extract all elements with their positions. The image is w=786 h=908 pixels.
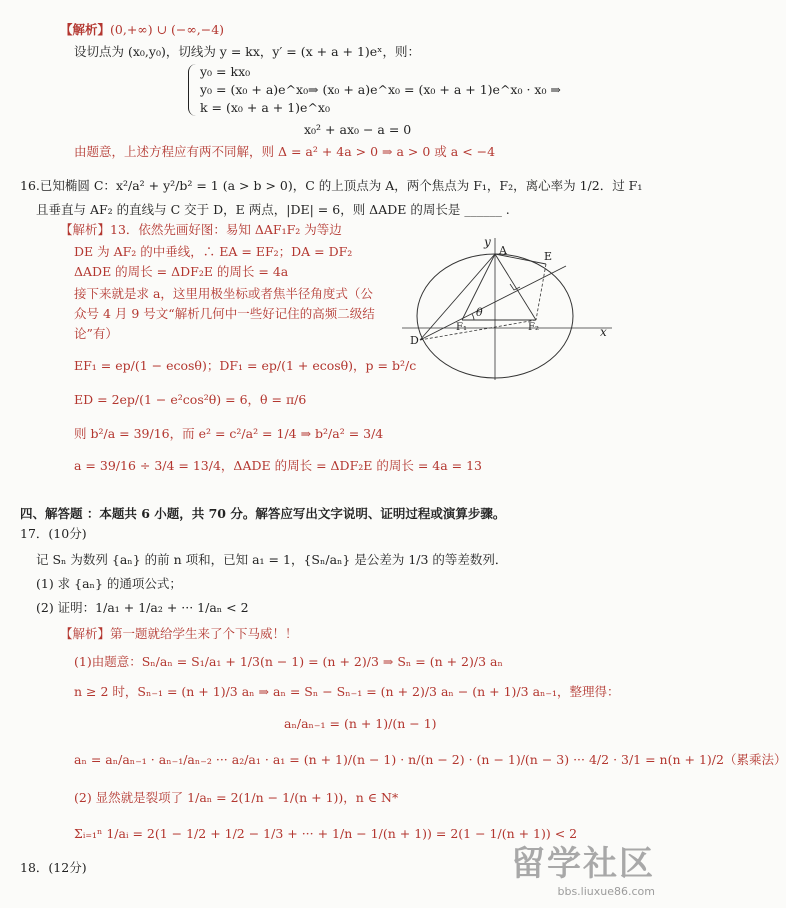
top-answer-line <box>60 22 224 38</box>
segment-ef2-dashed <box>536 264 546 320</box>
ellipse-figure <box>400 232 620 382</box>
q17-number: 17．(10分) <box>20 526 87 541</box>
q16-analysis-5: 众号 4 月 9 号文“解析几何中一些好记住的高频二级结 <box>74 306 375 321</box>
label-e: E <box>544 250 553 263</box>
watermark-brand: 留学社区 <box>511 844 655 884</box>
q17-analysis-0 <box>60 626 298 642</box>
quadratic-equation: x₀² + ax₀ − a = 0 <box>304 122 412 137</box>
analysis-tag: 【解析】 <box>60 22 111 37</box>
line-de <box>420 266 566 340</box>
system-brace <box>188 64 199 116</box>
q17-part-2: (2) 证明：1/a₁ + 1/a₂ + ··· 1/aₙ < 2 <box>36 600 249 615</box>
q16-analysis-8: ED = 2ep/(1 − e²cos²θ) = 6，θ = π/6 <box>74 392 307 407</box>
label-x: x <box>600 325 607 339</box>
q16-analysis-6: 论”有） <box>74 326 118 341</box>
system-implication: ⇒ (x₀ + a)e^x₀ = (x₀ + a + 1)e^x₀ · x₀ ⇒ <box>308 82 561 97</box>
label-d: D <box>410 334 419 347</box>
q16-analysis-2: DE 为 AF₂ 的中垂线，∴ EA = EF₂；DA = DF₂ <box>74 244 353 259</box>
q16-analysis-4: 接下来就是求 a，这里用极坐标或者焦半径角度式（公 <box>74 286 373 301</box>
q16-analysis-9: 则 b²/a = 39/16，而 e² = c²/a² = 1/4 ⇒ b²/a² = 3/4 <box>74 426 384 441</box>
q17-stem: 记 Sₙ 为数列 {aₙ} 的前 n 项和，已知 a₁ = 1，{Sₙ/aₙ} 是公差为 1/3 的等差数列． <box>36 552 508 567</box>
q16-number: 16. <box>20 178 40 193</box>
top-line-1: 设切点为 (x₀,y₀)，切线为 y = kx，y′ = (x + a + 1)eˣ，则： <box>74 44 420 59</box>
q16-analysis-3: ΔADE 的周长 = ΔDF₂E 的周长 = 4a <box>74 264 289 279</box>
segment-df2-dashed <box>420 320 536 340</box>
q17-analysis-1: (1)由题意：Sₙ/aₙ = S₁/a₁ + 1/3(n − 1) = (n + 2)/3 ⇒ Sₙ = (n + 2)/3 aₙ <box>74 654 503 669</box>
q17-analysis-text: 【解析】第一题就给学生来了个下马威！！ <box>60 626 298 641</box>
q16-stem-line-1 <box>20 178 642 194</box>
q17-part-1: (1) 求 {aₙ} 的通项公式； <box>36 576 182 591</box>
system-eq-3: k = (x₀ + a + 1)e^x₀ <box>200 100 330 115</box>
label-f1: F₁ <box>456 322 467 333</box>
top-answer: (0,+∞) ∪ (−∞,−4) <box>110 22 225 37</box>
section-4-heading: 四、解答题 ：本题共 6 小题，共 70 分。解答应写出文字说明、证明过程或演算步骤。 <box>20 506 506 521</box>
label-y: y <box>484 235 491 249</box>
top-conclusion: 由题意，上述方程应有两不同解，则 Δ = a² + 4a > 0 ⇒ a > 0 或 a < −4 <box>74 144 496 159</box>
q18-number: 18．(12分) <box>20 860 87 875</box>
q17-analysis-3: aₙ/aₙ₋₁ = (n + 1)/(n − 1) <box>284 716 437 731</box>
q17-analysis-4: aₙ = aₙ/aₙ₋₁ · aₙ₋₁/aₙ₋₂ ··· a₂/a₁ · a₁ = (n + 1)/(n − 1) · n/(n − 2) · (n − 1)/(n − 3) ··· 4/2 · 3/1 = n(n + 1)/2（累乘法） <box>74 752 786 767</box>
label-theta: θ <box>476 306 483 319</box>
q16-stem-part-b: x²/a² + y²/b² = 1 (a > b > 0)，C 的上顶点为 A，两个焦点为 F₁，F₂，离心率为 1/2．过 F₁ <box>115 178 643 193</box>
q16-stem-part-a: 已知椭圆 C： <box>39 178 116 193</box>
watermark-url: bbs.liuxue86.com <box>557 885 655 898</box>
q16-analysis-1: 【解析】13．依然先画好图：易知 ΔAF₁F₂ 为等边 <box>60 222 342 237</box>
angle-arc <box>472 314 474 320</box>
label-a: A <box>499 244 507 257</box>
q16-analysis-7: EF₁ = ep/(1 − ecosθ)；DF₁ = ep/(1 + ecosθ)，p = b²/c <box>74 358 417 373</box>
watermark <box>511 836 655 898</box>
q17-analysis-2: n ≥ 2 时，Sₙ₋₁ = (n + 1)/3 aₙ ⇒ aₙ = Sₙ − Sₙ₋₁ = (n + 2)/3 aₙ − (n + 1)/3 aₙ₋₁，整理得： <box>74 684 620 699</box>
label-f2: F₂ <box>528 322 539 333</box>
q16-analysis-10: a = 39/16 ÷ 3/4 = 13/4，ΔADE 的周长 = ΔDF₂E 的周长 = 4a = 13 <box>74 458 483 473</box>
q16-stem-line-2: 且垂直与 AF₂ 的直线与 C 交于 D，E 两点，|DE| = 6，则 ΔADE 的周长是 ______ . <box>36 202 510 217</box>
system-eq-2: y₀ = (x₀ + a)e^x₀ <box>200 82 309 97</box>
system-eq-1: y₀ = kx₀ <box>200 64 251 79</box>
segment-af2 <box>495 254 536 320</box>
q17-analysis-5: (2) 显然就是裂项了 1/aₙ = 2(1/n − 1/(n + 1))，n ∈ N* <box>74 790 399 805</box>
q17-analysis-6: Σᵢ₌₁ⁿ 1/aᵢ = 2(1 − 1/2 + 1/2 − 1/3 + ··· + 1/n − 1/(n + 1)) = 2(1 − 1/(n + 1)) < 2 <box>74 826 578 841</box>
